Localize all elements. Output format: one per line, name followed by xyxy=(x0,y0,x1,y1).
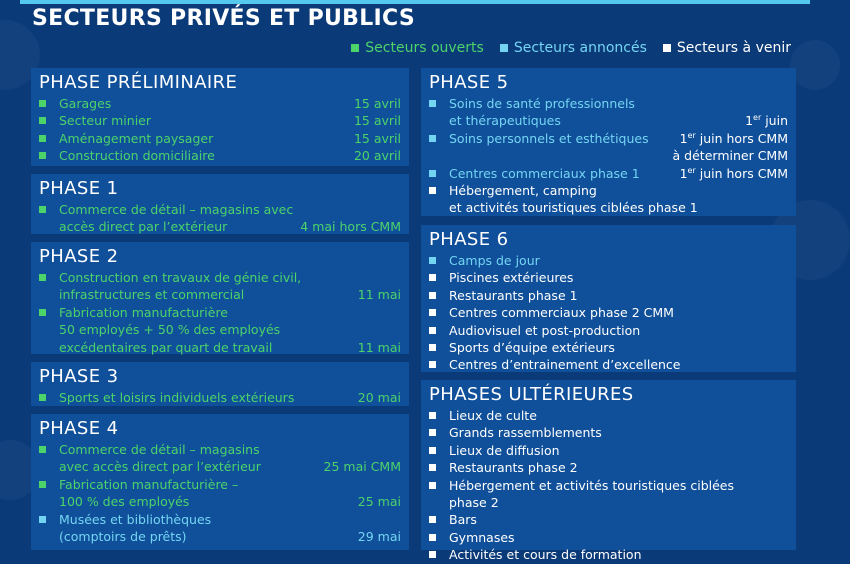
list-item: Hébergement, camping xyxy=(429,182,788,199)
white-square-icon xyxy=(429,516,436,523)
white-square-icon xyxy=(429,274,436,281)
legend-upcoming-label: Secteurs à venir xyxy=(676,40,791,56)
list-item: Centres d’entrainement d’excellence xyxy=(429,356,788,373)
panel-phase-preliminaire xyxy=(31,68,409,166)
page-title: SECTEURS PRIVÉS ET PUBLICS xyxy=(32,6,416,31)
panel-phase-3 xyxy=(31,362,409,406)
panel-title: PHASE 1 xyxy=(39,178,119,199)
white-square-icon xyxy=(429,187,436,194)
top-rule xyxy=(20,0,810,4)
white-square-icon xyxy=(429,361,436,368)
list-item: Fabrication manufacturière – xyxy=(39,476,401,493)
list-item: Sports et loisirs individuels extérieurs 20 mai xyxy=(39,389,401,406)
list-item: Soins personnels et esthétiques 1er juin hors CMM xyxy=(429,130,788,147)
white-square-icon xyxy=(429,292,436,299)
panel-phase-1: PHASE 1 Commerce de détail – magasins avec accès direct par l’extérieur 4 mai hors CMM xyxy=(31,174,409,234)
list-item: Restaurants phase 2 xyxy=(429,459,788,476)
list-item: Activités et cours de formation xyxy=(429,546,788,563)
list-item: Lieux de diffusion xyxy=(429,442,788,459)
list-item: Sports d’équipe extérieurs xyxy=(429,339,788,356)
legend-announced-label: Secteurs annoncés xyxy=(513,40,647,56)
list-item: Commerce de détail – magasins avec xyxy=(39,201,401,218)
green-square-icon xyxy=(39,394,46,401)
list-item: Soins de santé professionnels xyxy=(429,95,788,112)
white-square-icon xyxy=(429,412,436,419)
list-item: Musées et bibliothèques xyxy=(39,511,401,528)
panel-phases-ulterieures: PHASES ULTÉRIEURES Lieux de culte Grands rassemblements Lieux de diffusion Restaurants phase 2 Hébergement et activités touristiques ciblées phase 2 Bars Gymnases Activités et cours de formation xyxy=(421,380,796,550)
white-square-icon xyxy=(429,482,436,489)
list-item: Lieux de culte xyxy=(429,407,788,424)
panel-title: PHASE 6 xyxy=(429,229,509,250)
legend-open xyxy=(351,40,484,56)
list-item: Piscines extérieures xyxy=(429,269,788,286)
green-square-icon xyxy=(39,135,46,142)
white-square-icon xyxy=(429,551,436,558)
list-item: Centres commerciaux phase 2 CMM xyxy=(429,304,788,321)
green-square-icon xyxy=(39,152,46,159)
panel-title: PHASE 3 xyxy=(39,366,119,387)
white-square-icon xyxy=(429,344,436,351)
panel-title: PHASE 5 xyxy=(429,72,509,93)
list-item: Garages 15 avril xyxy=(39,95,401,112)
list-item: Grands rassemblements xyxy=(429,424,788,441)
list-item: Centres commerciaux phase 1 1er juin hors CMM xyxy=(429,165,788,182)
list-item: Construction en travaux de génie civil, xyxy=(39,269,401,286)
white-square-icon xyxy=(429,309,436,316)
panel-title: PHASE 2 xyxy=(39,246,119,267)
legend-announced xyxy=(500,40,647,56)
green-square-icon xyxy=(39,274,46,281)
panel-phase-5: PHASE 5 Soins de santé professionnels et thérapeutiques 1er juin Soins personnels et esthétiques 1er juin hors CMM à déterminer CMM Centres commerciaux phase 1 1er juin hors CMM Hébergement, camping et activités touristiques ciblées phase 1 xyxy=(421,68,796,216)
blue-square-icon xyxy=(39,516,46,523)
green-square-icon xyxy=(39,446,46,453)
list-item: Secteur minier 15 avril xyxy=(39,112,401,129)
blue-square-icon xyxy=(429,170,436,177)
green-square-icon xyxy=(39,309,46,316)
list-item: Camps de jour xyxy=(429,252,788,269)
legend xyxy=(351,40,791,56)
list-item: Hébergement et activités touristiques ciblées xyxy=(429,477,788,494)
white-square-icon xyxy=(663,44,671,52)
white-square-icon xyxy=(429,447,436,454)
list-item: Audiovisuel et post-production xyxy=(429,322,788,339)
blue-square-icon xyxy=(429,100,436,107)
list-item: Aménagement paysager 15 avril xyxy=(39,130,401,147)
list-item: Construction domiciliaire 20 avril xyxy=(39,147,401,164)
list-item: Commerce de détail – magasins xyxy=(39,441,401,458)
green-square-icon xyxy=(39,206,46,213)
white-square-icon xyxy=(429,327,436,334)
list-item: Fabrication manufacturière xyxy=(39,304,401,321)
panel-phase-6 xyxy=(421,225,796,372)
virus-decoration xyxy=(790,40,840,90)
blue-square-icon xyxy=(429,135,436,142)
white-square-icon xyxy=(429,534,436,541)
panel-title: PHASES ULTÉRIEURES xyxy=(429,384,634,405)
legend-open-label: Secteurs ouverts xyxy=(365,40,484,56)
list-item: Gymnases xyxy=(429,529,788,546)
green-square-icon xyxy=(351,44,359,52)
green-square-icon xyxy=(39,117,46,124)
green-square-icon xyxy=(39,100,46,107)
list-item: Bars xyxy=(429,511,788,528)
white-square-icon xyxy=(429,429,436,436)
green-square-icon xyxy=(39,481,46,488)
white-square-icon xyxy=(429,464,436,471)
panel-phase-4: PHASE 4 Commerce de détail – magasins avec accès direct par l’extérieur 25 mai CMM Fabrication manufacturière – 100 % des employés 25 mai Musées et bibliothèques (comptoirs de prêts) 29 mai xyxy=(31,414,409,550)
blue-square-icon xyxy=(500,44,508,52)
panel-title: PHASE PRÉLIMINAIRE xyxy=(39,72,238,93)
legend-upcoming xyxy=(663,40,791,56)
list-item: Restaurants phase 1 xyxy=(429,287,788,304)
panel-title: PHASE 4 xyxy=(39,418,119,439)
panel-phase-2: PHASE 2 Construction en travaux de génie civil, infrastructures et commercial 11 mai Fabrication manufacturière 50 employés + 50 % des employés excédentaires par quart de travail 11 mai xyxy=(31,242,409,354)
blue-square-icon xyxy=(429,257,436,264)
